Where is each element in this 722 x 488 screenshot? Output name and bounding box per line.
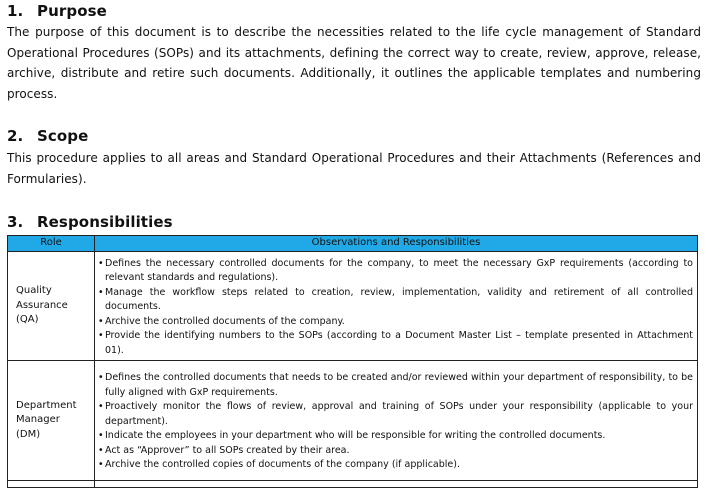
list-item: • Defines the necessary controlled documents for the company, to meet the necessary GxP requirements (according to relevant standards and regulations).	[99, 257, 693, 286]
list-item: • Proactively monitor the flows of review, approval and training of SOPs under your responsibility (applicable to your department).	[99, 400, 693, 429]
purpose-paragraph: The purpose of this document is to describe the necessities related to the life cycle management of Standard Operational Procedures (SOPs) and its attachments, defining the correct way to create, review, approve, release, archive, distribute and retire such documents. Additionally, it outlines the applicable templates and numbering process.	[7, 25, 701, 101]
table-row	[8, 251, 698, 361]
role-cell	[8, 481, 95, 488]
role-line: (QA)	[16, 314, 39, 325]
column-header-role: Role	[8, 236, 95, 252]
section-heading-responsibilities	[7, 213, 173, 231]
role-line: Quality	[16, 285, 52, 296]
section-number: 1.	[7, 2, 24, 20]
list-item: • Archive the controlled documents of the company.	[99, 315, 693, 330]
column-header-observations: Observations and Responsibilities	[95, 236, 698, 252]
table-header-row	[8, 236, 698, 252]
responsibilities-cell	[95, 361, 698, 481]
scope-paragraph: This procedure applies to all areas and Standard Operational Procedures and their Attachments (References and Formularies).	[7, 151, 701, 186]
section-number: 3.	[7, 213, 24, 231]
list-item: • Provide the identifying numbers to the SOPs (according to a Document Master List – template presented in Attachment 01).	[99, 329, 693, 358]
section-number: 2.	[7, 127, 24, 145]
role-line: (DM)	[16, 428, 41, 440]
role-line: Department	[16, 399, 77, 411]
responsibilities-list	[99, 257, 693, 359]
table-row	[8, 361, 698, 481]
responsibilities-cell	[95, 251, 698, 361]
list-item: • Archive the controlled copies of documents of the company (if applicable).	[99, 458, 693, 473]
list-item: • Act as “Approver” to all SOPs created by their area.	[99, 444, 693, 459]
role-line: Assurance	[16, 299, 68, 311]
role-cell	[8, 251, 95, 361]
list-item: • Manage the workflow steps related to creation, review, implementation, validity and retirement of all controlled documents.	[99, 286, 693, 315]
role-cell	[8, 361, 95, 481]
section-title: Responsibilities	[37, 213, 173, 231]
table-row-continued	[8, 481, 698, 488]
list-item: • Defines the controlled documents that needs to be created and/or reviewed within your department of responsibility, to be fully aligned with GxP requirements.	[99, 371, 693, 400]
section-heading-purpose	[7, 2, 107, 20]
section-title: Scope	[37, 127, 89, 145]
section-title: Purpose	[37, 2, 107, 20]
responsibilities-table	[7, 235, 698, 488]
section-heading-scope	[7, 127, 88, 145]
responsibilities-cell	[95, 481, 698, 488]
list-item: • Indicate the employees in your department who will be responsible for writing the controlled documents.	[99, 429, 693, 444]
role-line: Manager	[16, 414, 60, 426]
responsibilities-list	[99, 371, 693, 473]
